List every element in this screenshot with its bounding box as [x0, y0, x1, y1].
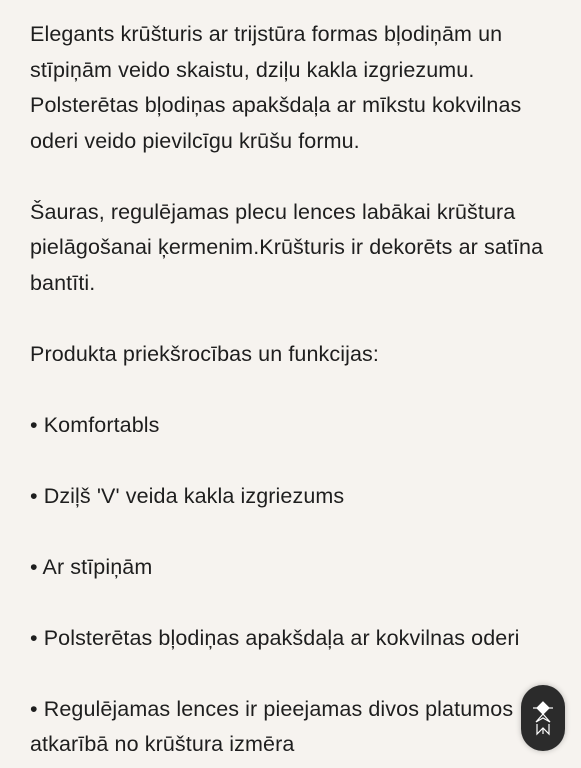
spacer — [30, 656, 566, 692]
feature-item: • Polsterētas bļodiņas apakšdaļa ar kokvilnas oderi — [30, 625, 520, 650]
spacer — [30, 585, 566, 621]
spacer — [30, 159, 566, 195]
product-description — [30, 17, 566, 763]
spacer — [30, 372, 566, 408]
brand-chat-button[interactable] — [521, 685, 565, 751]
spacer — [30, 301, 566, 337]
spacer — [30, 443, 566, 479]
brand-logo-icon — [529, 698, 557, 738]
spacer — [30, 514, 566, 550]
feature-item: • Regulējamas lences ir pieejamas divos platumos atkarībā no krūštura izmēra — [30, 696, 514, 756]
feature-item: • Dziļš 'V' veida kakla izgriezums — [30, 483, 345, 508]
feature-item: • Komfortabls — [30, 412, 160, 437]
description-paragraph-1: Elegants krūšturis ar trijstūra formas bļodiņām un stīpiņām veido skaistu, dziļu kakla izgriezumu. Polsterētas bļodiņas apakšdaļa ar mīkstu kokvilnas oderi veido pievilcīgu krūšu formu. — [30, 22, 522, 153]
feature-item: • Ar stīpiņām — [30, 554, 153, 579]
description-paragraph-2: Šauras, regulējamas plecu lences labākai krūštura pielāgošanai ķermenim.Krūšturis ir dekorēts ar satīna bantīti. — [30, 199, 544, 295]
features-heading: Produkta priekšrocības un funkcijas: — [30, 341, 379, 366]
